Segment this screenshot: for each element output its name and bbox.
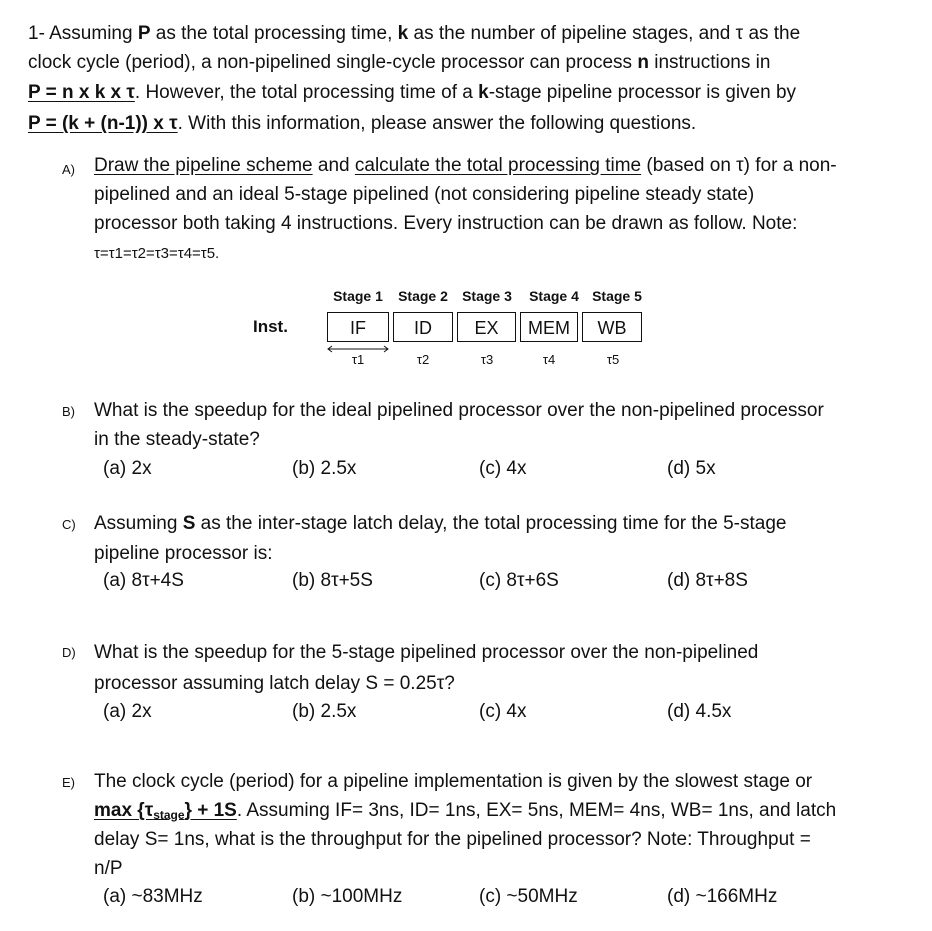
option-d: (d) ~166MHz	[667, 886, 778, 907]
question-e-text: . Assuming IF= 3ns, ID= 1ns, EX= 5ns, MEM= 4ns, WB= 1ns, and latch	[236, 800, 837, 821]
tau-label: τ1	[351, 352, 365, 367]
option-b: (b) 8τ+5S	[292, 570, 373, 591]
max-formula-subscript: stage	[153, 808, 185, 822]
question-a-note: τ=τ1=τ2=τ3=τ4=τ5.	[94, 245, 220, 262]
stage-header: Stage 1	[333, 288, 383, 304]
question-e-label: E)	[62, 775, 75, 790]
question-c-line-1	[94, 510, 786, 538]
stage-header: Stage 3	[462, 288, 512, 304]
option-d: (d) 5x	[667, 458, 716, 479]
intro-text: . With this information, please answer the following questions.	[177, 113, 697, 134]
pipeline-stage-box: EX	[457, 312, 516, 342]
var-k: k	[478, 82, 489, 103]
intro-text: 1- Assuming	[28, 23, 138, 44]
pipeline-stage-box: MEM	[520, 312, 578, 342]
intro-text: instructions in	[648, 52, 771, 73]
var-k: k	[397, 23, 409, 44]
var-n: n	[637, 52, 649, 73]
intro-text: as the total processing time,	[150, 23, 398, 44]
question-a-text: (based on τ) for a non-	[641, 155, 837, 176]
question-d-label: D)	[62, 645, 76, 660]
question-e-line-2	[94, 797, 836, 829]
option-a: (a) 8τ+4S	[103, 570, 184, 591]
intro-line-3	[28, 79, 796, 107]
intro-text: . However, the total processing time of a	[134, 82, 479, 103]
option-b: (b) 2.5x	[292, 458, 357, 479]
option-c: (c) 4x	[479, 701, 527, 722]
question-a-line-3: processor both taking 4 instructions. Every instruction can be drawn as follow. Note:	[94, 213, 798, 234]
question-b-label: B)	[62, 404, 75, 419]
question-c-text: Assuming	[94, 513, 183, 534]
question-a-label: A)	[62, 162, 75, 177]
option-c: (c) ~50MHz	[479, 886, 578, 907]
intro-line-1	[28, 20, 800, 48]
option-a: (a) 2x	[103, 458, 152, 479]
option-c: (c) 8τ+6S	[479, 570, 559, 591]
intro-text: clock cycle (period), a non-pipelined single-cycle processor can process	[28, 52, 638, 73]
option-d: (d) 4.5x	[667, 701, 732, 722]
var-P: P	[137, 23, 151, 44]
question-e-line-4: n/P	[94, 858, 123, 879]
option-b: (b) 2.5x	[292, 701, 357, 722]
question-e-line-3: delay S= 1ns, what is the throughput for the pipelined processor? Note: Throughput =	[94, 829, 811, 850]
max-formula-part: } + 1S	[184, 800, 237, 821]
pipeline-stage-box: ID	[393, 312, 453, 342]
question-a-emph: calculate the total processing time	[354, 155, 642, 176]
max-formula-part: max {τ	[94, 800, 154, 821]
option-d: (d) 8τ+8S	[667, 570, 748, 591]
option-b: (b) ~100MHz	[292, 886, 403, 907]
pipeline-stage-box: WB	[582, 312, 642, 342]
question-b-line-2: in the steady-state?	[94, 429, 260, 450]
intro-line-2	[28, 49, 770, 77]
question-d-line-1: What is the speedup for the 5-stage pipelined processor over the non-pipelined	[94, 642, 759, 663]
tau-label: τ2	[416, 352, 430, 367]
stage-header: Stage 4	[529, 288, 579, 304]
question-d-line-2: processor assuming latch delay S = 0.25τ?	[94, 673, 455, 694]
var-S: S	[182, 513, 196, 534]
question-a-line-1	[94, 152, 837, 180]
option-a: (a) ~83MHz	[103, 886, 203, 907]
stage-header: Stage 2	[398, 288, 448, 304]
pipeline-stage-box: IF	[327, 312, 389, 342]
tau-label: τ5	[606, 352, 620, 367]
formula-pipelined: P = (k + (n-1)) x τ	[28, 113, 178, 134]
question-c-text: as the inter-stage latch delay, the total processing time for the 5-stage	[195, 513, 787, 534]
intro-text: -stage pipeline processor is given by	[488, 82, 797, 103]
question-b-line-1: What is the speedup for the ideal pipelined processor over the non-pipelined processor	[94, 400, 824, 421]
intro-line-4	[28, 110, 696, 138]
question-e-line-1: The clock cycle (period) for a pipeline implementation is given by the slowest stage or	[94, 771, 813, 792]
question-c-line-2: pipeline processor is:	[94, 543, 273, 564]
question-a-emph: Draw the pipeline scheme	[94, 155, 313, 176]
question-c-label: C)	[62, 517, 76, 532]
tau-label: τ3	[480, 352, 494, 367]
inst-label: Inst.	[253, 317, 288, 336]
question-a-text: and	[312, 155, 355, 176]
question-a-line-2: pipelined and an ideal 5-stage pipelined (not considering pipeline steady state)	[94, 184, 755, 205]
option-c: (c) 4x	[479, 458, 527, 479]
tau-label: τ4	[542, 352, 556, 367]
max-formula	[94, 800, 237, 821]
option-a: (a) 2x	[103, 701, 152, 722]
intro-text: as the number of pipeline stages, and τ as the	[408, 23, 801, 44]
stage-header: Stage 5	[592, 288, 642, 304]
formula-nonpipelined: P = n x k x τ	[28, 82, 135, 103]
